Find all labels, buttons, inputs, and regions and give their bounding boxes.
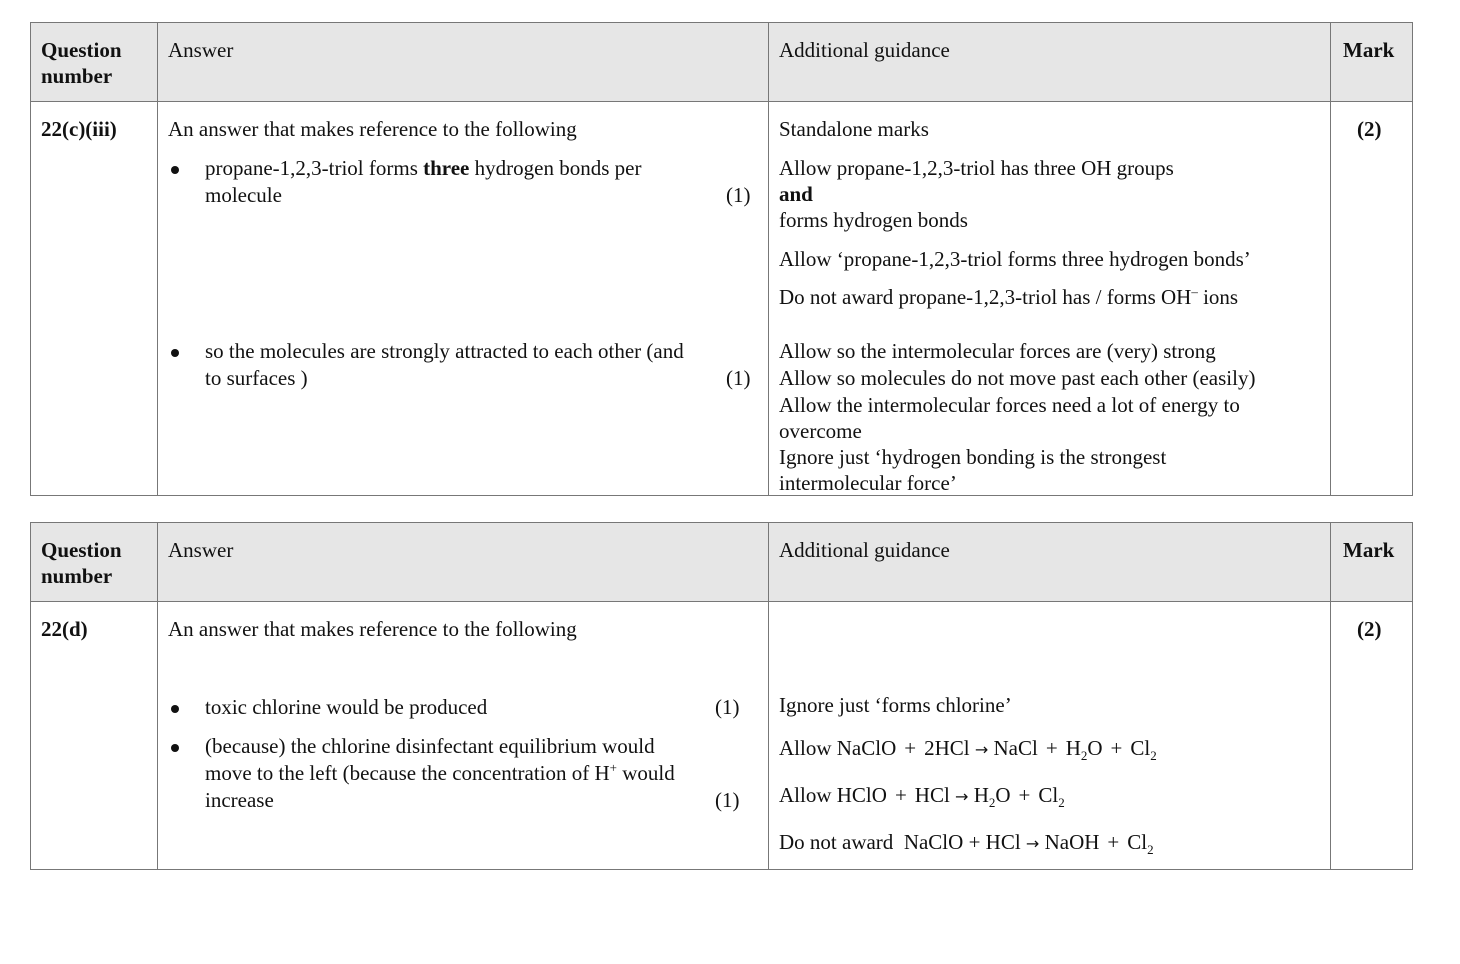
header-mark-label: Mark bbox=[1343, 38, 1395, 62]
answer-point-1-mark: (1) bbox=[726, 183, 751, 207]
answer-point-2-line-2: move to the left (because the concentration of H+ would bbox=[205, 760, 675, 785]
table-row bbox=[31, 602, 1412, 870]
answer-point-2-line-2: to surfaces ) bbox=[205, 366, 308, 390]
guidance-line: Allow propane-1,2,3-triol has three OH groups bbox=[779, 156, 1174, 180]
reaction-arrow-icon: → bbox=[1025, 834, 1040, 853]
header-mark-cell bbox=[1331, 523, 1413, 601]
guidance-cell bbox=[769, 602, 1331, 870]
bullet-icon bbox=[171, 166, 179, 174]
equation-allow-naclo-2hcl: Allow NaClO + 2HCl → NaCl + $H_2O + Cl_2$ bbox=[779, 736, 1157, 764]
answer-intro: An answer that makes reference to the following bbox=[168, 117, 577, 141]
header-mark-cell bbox=[1331, 23, 1413, 101]
guidance-cell bbox=[769, 102, 1331, 496]
question-number-cell bbox=[31, 102, 158, 496]
header-answer-label: Answer bbox=[168, 38, 234, 62]
table-row bbox=[31, 102, 1412, 496]
header-guidance-label: Additional guidance bbox=[779, 538, 950, 562]
guidance-line: Ignore just ‘forms chlorine’ bbox=[779, 693, 1012, 717]
header-answer-cell bbox=[158, 23, 769, 101]
answer-point-1: toxic chlorine would be produced bbox=[205, 695, 488, 719]
header-answer-label: Answer bbox=[168, 538, 234, 562]
reaction-arrow-icon: → bbox=[974, 740, 989, 759]
guidance-line: Allow the intermolecular forces need a lot of energy to bbox=[779, 393, 1240, 417]
bullet-icon bbox=[171, 744, 179, 752]
header-guidance-label: Additional guidance bbox=[779, 38, 950, 62]
equation-allow-hclo-hcl: Allow HClO + HCl → $H_2O + Cl_2$ bbox=[779, 783, 1065, 811]
answer-point-2-mark: (1) bbox=[715, 788, 740, 812]
question-number: 22(c)(iii) bbox=[41, 117, 117, 141]
answer-point-2-line-1: (because) the chlorine disinfectant equilibrium would bbox=[205, 734, 655, 758]
guidance-and: and bbox=[779, 182, 813, 206]
guidance-line: Do not award propane-1,2,3-triol has / forms OH– ions bbox=[779, 284, 1239, 309]
bullet-icon bbox=[171, 705, 179, 713]
answer-point-2-line-3: increase bbox=[205, 788, 274, 812]
guidance-line: Ignore just ‘hydrogen bonding is the strongest bbox=[779, 445, 1167, 469]
header-number-label: number bbox=[41, 64, 113, 88]
answer-intro: An answer that makes reference to the following bbox=[168, 617, 577, 641]
answer-point-2-mark: (1) bbox=[726, 366, 751, 390]
answer-point-2-line-1: so the molecules are strongly attracted to each other (and bbox=[205, 339, 684, 363]
mark-value: (2) bbox=[1357, 117, 1382, 141]
header-mark-label: Mark bbox=[1343, 538, 1395, 562]
guidance-line: Allow ‘propane-1,2,3-triol forms three hydrogen bonds’ bbox=[779, 247, 1251, 271]
mark-value: (2) bbox=[1357, 617, 1382, 641]
guidance-line: Allow so the intermolecular forces are (very) strong bbox=[779, 339, 1216, 363]
answer-point-1-mark: (1) bbox=[715, 695, 740, 719]
header-question-number-cell bbox=[31, 523, 158, 601]
guidance-line: intermolecular force’ bbox=[779, 471, 957, 495]
answer-cell bbox=[158, 602, 769, 870]
guidance-line: forms hydrogen bonds bbox=[779, 208, 968, 232]
header-question-label: Question bbox=[41, 38, 122, 62]
answer-point-1-line-2: molecule bbox=[205, 183, 282, 207]
guidance-line: overcome bbox=[779, 419, 862, 443]
header-answer-cell bbox=[158, 523, 769, 601]
mark-scheme-table-22c-iii bbox=[30, 22, 1413, 496]
table-header bbox=[31, 23, 1412, 102]
question-number-cell bbox=[31, 602, 158, 870]
mark-scheme-table-22d bbox=[30, 522, 1413, 870]
answer-cell bbox=[158, 102, 769, 496]
guidance-standalone: Standalone marks bbox=[779, 117, 929, 141]
header-guidance-cell bbox=[769, 23, 1331, 101]
bullet-icon bbox=[171, 349, 179, 357]
guidance-line: Allow so molecules do not move past each other (easily) bbox=[779, 366, 1256, 390]
answer-point-1-line-1: propane-1,2,3-triol forms three hydrogen bonds per bbox=[205, 156, 642, 180]
table-header bbox=[31, 523, 1412, 602]
equation-do-not-award: Do not award NaClO + HCl → NaOH + $Cl_2$ bbox=[779, 830, 1154, 858]
mark-cell bbox=[1331, 102, 1413, 496]
header-question-number-cell bbox=[31, 23, 158, 101]
header-guidance-cell bbox=[769, 523, 1331, 601]
question-number: 22(d) bbox=[41, 617, 88, 641]
mark-cell bbox=[1331, 602, 1413, 870]
reaction-arrow-icon: → bbox=[955, 787, 969, 806]
header-number-label: number bbox=[41, 564, 113, 588]
header-question-label: Question bbox=[41, 538, 122, 562]
